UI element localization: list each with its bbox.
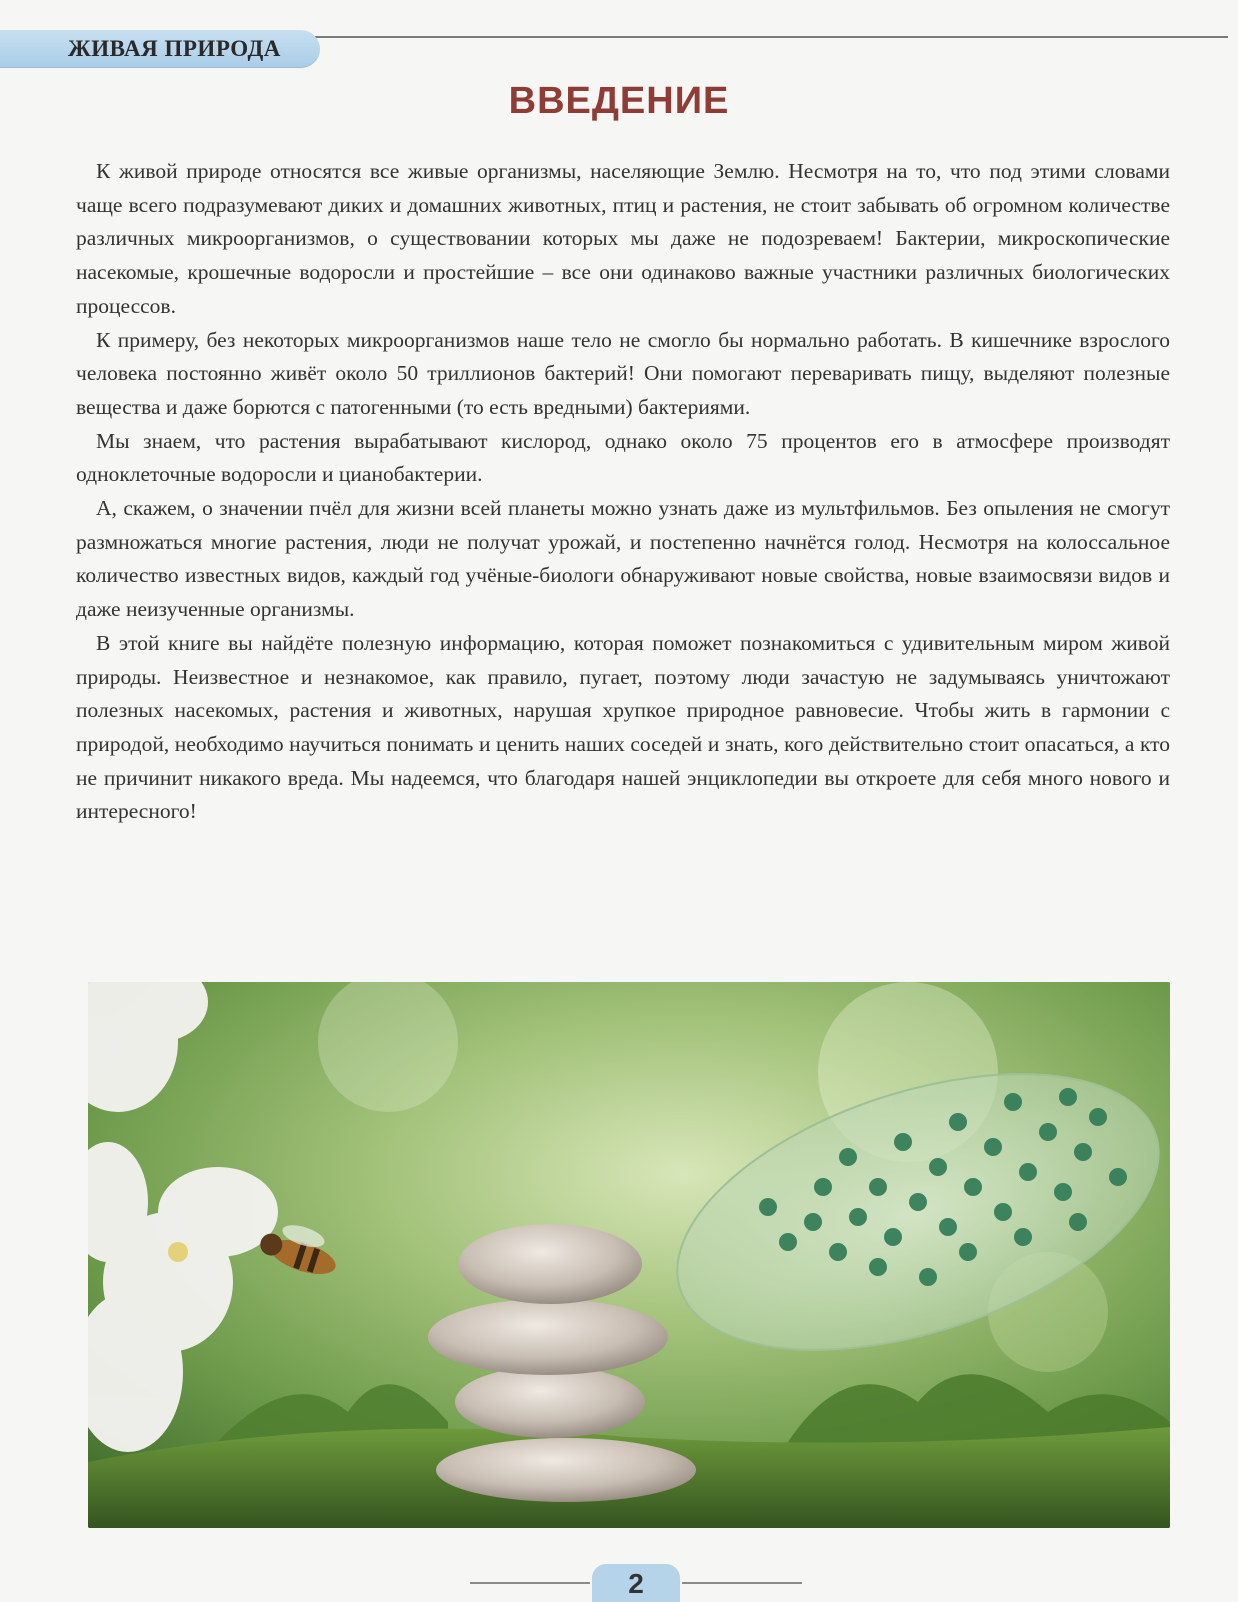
page-number: 2 xyxy=(628,1568,644,1599)
nature-photo xyxy=(88,982,1170,1528)
paragraph: К примеру, без некоторых микроорганизмов наше тело не смогло бы нормально работать. В кишечнике взрослого человека постоянно живёт около 50 триллионов бактерий! Они помогают переваривать пищу, выделяют полезные вещества и даже борются с патогенными (то есть вредными) бактериями. xyxy=(76,327,1170,419)
paragraph: Мы знаем, что растения вырабатывают кислород, однако около 75 процентов его в атмосфере производят одноклеточные водоросли и цианобактерии. xyxy=(76,428,1170,487)
footer-rule-left xyxy=(470,1582,590,1584)
body-text xyxy=(76,155,1170,829)
paragraph: К живой природе относятся все живые организмы, населяющие Землю. Несмотря на то, что под этими словами чаще всего подразумевают диких и домашних животных, птиц и растения, не стоит забывать об огромном количестве различных микроорганизмов, о существовании которых мы даже не подозреваем! Бактерии, микроскопические насекомые, крошечные водоросли и простейшие – все они одинаково важные участники различных биологических процессов. xyxy=(76,159,1170,318)
paragraph: В этой книге вы найдёте полезную информацию, которая поможет познакомиться с удивительным миром живой природы. Неизвестное и незнакомое, как правило, пугает, поэтому люди зачастую не задумываясь уничтожают полезных насекомых, растения и животных, нарушая хрупкое природное равновесие. Чтобы жить в гармонии с природой, необходимо научиться понимать и ценить наших соседей и знать, кого действительно стоит опасаться, а кто не причинит никакого вреда. Мы надеемся, что благодаря нашей энциклопедии вы откроете для себя много нового и интересного! xyxy=(76,630,1170,824)
page-title: ВВЕДЕНИЕ xyxy=(508,80,730,122)
header-rule xyxy=(300,36,1228,38)
footer-rule-right xyxy=(682,1582,802,1584)
paragraph: А, скажем, о значении пчёл для жизни всей планеты можно узнать даже из мультфильмов. Без опыления не смогут размножаться многие растения, люди не получат урожай, и постепенно начнётся голод. Несмотря на колоссальное количество известных видов, каждый год учёные-биологи обнаруживают новые свойства, новые взаимосвязи видов и даже неизученные организмы. xyxy=(76,496,1170,622)
section-label: ЖИВАЯ ПРИРОДА xyxy=(68,36,281,61)
page-footer xyxy=(0,1560,1238,1600)
